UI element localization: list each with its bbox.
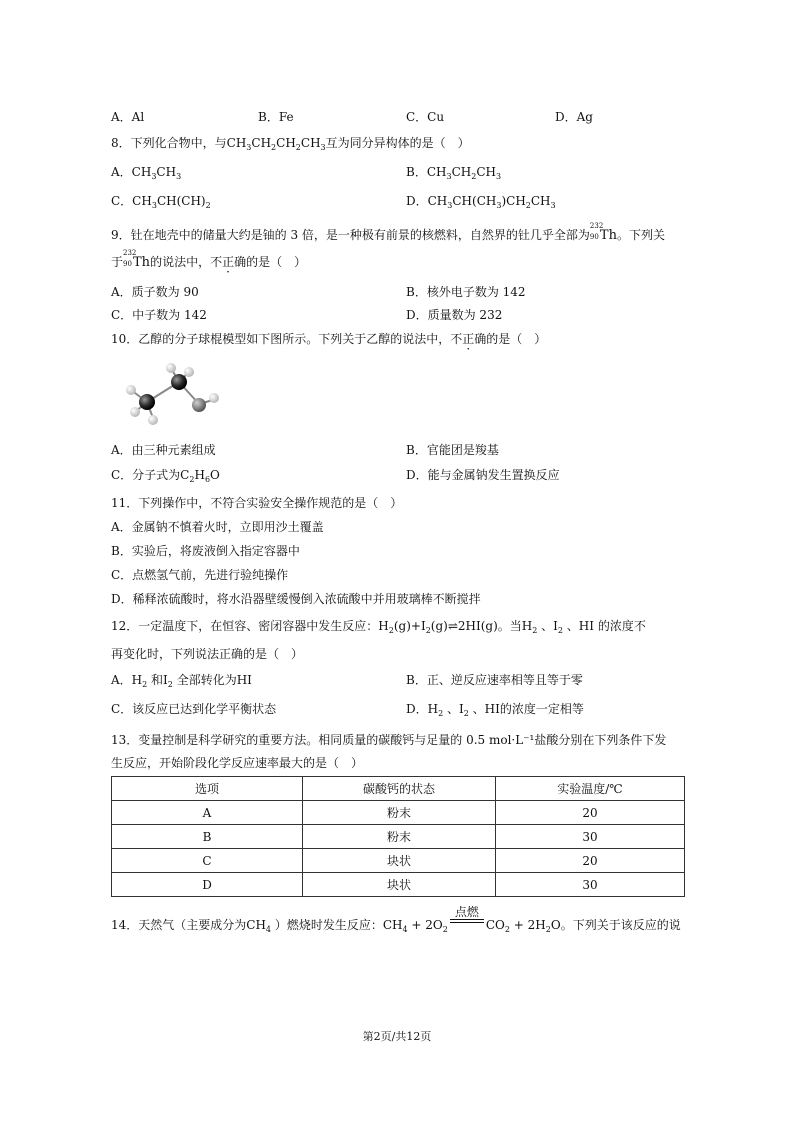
q9-option-c: C．中子数为 142 bbox=[111, 308, 207, 322]
q10-stem-post: 的是（ ） bbox=[486, 332, 547, 346]
q9-stem2-pre: 于 bbox=[111, 255, 124, 269]
carbon-atom bbox=[139, 394, 155, 410]
q10-stem bbox=[111, 330, 546, 347]
reaction-condition bbox=[448, 905, 486, 929]
q14-stem-pre: 14．天然气（主要成分为$CH_4$ ）燃烧时发生反应： bbox=[111, 918, 383, 934]
q9-option-d: D．质量数为 232 bbox=[406, 308, 503, 322]
q9-option-b: B．核外电子数为 142 bbox=[406, 285, 526, 299]
table-cell: 30 bbox=[496, 825, 685, 849]
q8-option-a: A．$CH_3CH_3$ bbox=[111, 165, 182, 181]
q13-stem-line2: 生反应，开始阶段化学反应速率最大的是（ ） bbox=[111, 756, 364, 770]
q9-stem1-post: 。下列关 bbox=[616, 228, 665, 242]
q8-stem bbox=[111, 134, 470, 151]
q9-mass-number: 232 bbox=[589, 222, 604, 230]
table-cell: 20 bbox=[496, 801, 685, 825]
q9-stem-line2 bbox=[111, 249, 307, 270]
table-header-row bbox=[112, 777, 685, 801]
carbon-atom bbox=[171, 374, 187, 390]
hydrogen-atom bbox=[166, 363, 176, 373]
q9-stem-line1 bbox=[111, 222, 665, 243]
q10-option-a: A．由三种元素组成 bbox=[111, 443, 216, 457]
q11-option-a: A．金属钠不慎着火时，立即用沙土覆盖 bbox=[111, 520, 324, 534]
q8-option-d: D．$CH_3CH(CH_3)CH_2CH_3$ bbox=[406, 194, 556, 210]
q13-table bbox=[111, 776, 685, 897]
hydrogen-atom bbox=[209, 393, 219, 403]
q10-stem-pre: 10．乙醇的分子球棍模型如下图所示。下列关于乙醇的说法中， bbox=[111, 332, 451, 346]
q9-stem1-pre: 9．钍在地壳中的储量大约是铀的 3 倍，是一种极有前景的核燃料，自然界的钍几乎全部为 bbox=[111, 228, 590, 242]
q14-stem bbox=[111, 905, 681, 934]
q9-atomic-number: 90 bbox=[589, 233, 599, 241]
q9-stem2-mid: 的说法中， bbox=[150, 255, 211, 269]
q8-option-c: C．$CH_3CH(CH)_2$ bbox=[111, 194, 211, 210]
oxygen-atom bbox=[192, 398, 206, 412]
q14-stem-post: 。下列关于该反应的说 bbox=[560, 918, 681, 932]
q12-stem-line1 bbox=[111, 617, 646, 634]
table-row bbox=[112, 801, 685, 825]
q12-option-b: B．正、逆反应速率相等且等于零 bbox=[406, 673, 583, 687]
table-header-cell: 实验温度/℃ bbox=[496, 777, 685, 801]
table-cell: C bbox=[112, 849, 303, 873]
q11-stem: 11．下列操作中，不符合实验安全操作规范的是（ ） bbox=[111, 496, 403, 510]
q7-option-b: B．Fe bbox=[258, 110, 294, 124]
table-cell: A bbox=[112, 801, 303, 825]
table-cell: 20 bbox=[496, 849, 685, 873]
q8-stem-formula: $CH_3CH_2CH_2CH_3$ bbox=[226, 136, 326, 152]
q10-option-c: C．分子式为$C_2H_6O$ bbox=[111, 468, 220, 484]
q10-option-d: D．能与金属钠发生置换反应 bbox=[406, 468, 560, 482]
q7-option-d: D．Ag bbox=[555, 110, 593, 124]
q12-option-d: D．$H_2$ 、$I_2$ 、HI的浓度一定相等 bbox=[406, 702, 584, 718]
table-cell: 粉末 bbox=[303, 801, 496, 825]
q12-stem-line2: 再变化时，下列说法正确的是（ ） bbox=[111, 647, 304, 661]
hydrogen-atom bbox=[126, 385, 136, 395]
table-cell: 30 bbox=[496, 873, 685, 897]
q9-symbol: Th bbox=[599, 228, 617, 243]
q12-equation: $H_2(g)+I_2(g)\rightleftharpoons 2HI(g)$ bbox=[378, 619, 498, 635]
q8-stem-pre: 8．下列化合物中，与 bbox=[111, 136, 227, 150]
hydrogen-atom bbox=[148, 415, 158, 425]
q8-option-b: B．$CH_3CH_2CH_3$ bbox=[406, 165, 502, 181]
reaction-condition-label: 点燃 bbox=[454, 905, 479, 919]
q10-option-b: B．官能团是羧基 bbox=[406, 443, 499, 457]
q8-stem-post: 互为同分异构体的是（ ） bbox=[325, 136, 470, 150]
q9-option-a: A．质子数为 90 bbox=[111, 285, 199, 299]
table-cell: 粉末 bbox=[303, 825, 496, 849]
q9-symbol-2: Th bbox=[133, 255, 151, 270]
q9-nuclide-1 bbox=[589, 222, 604, 241]
q9-nuclide-2: 232 90 bbox=[123, 249, 137, 268]
q12-option-a: A．$H_2$ 和$I_2$ 全部转化为HI bbox=[111, 673, 252, 689]
table-cell: D bbox=[112, 873, 303, 897]
q9-emphasis: 不正确 bbox=[210, 255, 247, 269]
q9-stem2-post: 的是（ ） bbox=[246, 255, 307, 269]
q10-emphasis: 不正确 bbox=[450, 332, 487, 346]
q13-stem-line1: 13．变量控制是科学研究的重要方法。相同质量的碳酸钙与足量的 0.5 mol·L⁻¹盐酸分别在下列条件下发 bbox=[111, 733, 667, 747]
table-row bbox=[112, 825, 685, 849]
q12-option-c: C．该反应已达到化学平衡状态 bbox=[111, 702, 277, 716]
q12-stem1-pre: 12．一定温度下，在恒容、密闭容器中发生反应： bbox=[111, 619, 379, 633]
q11-option-d: D．稀释浓硫酸时，将水沿器壁缓慢倒入浓硫酸中并用玻璃棒不断搅拌 bbox=[111, 592, 481, 606]
q12-stem1-post: 。当$H_2$ 、$I_2$ 、HI 的浓度不 bbox=[497, 619, 646, 635]
table-header-cell: 碳酸钙的状态 bbox=[303, 777, 496, 801]
hydrogen-atom bbox=[184, 367, 194, 377]
table-row bbox=[112, 873, 685, 897]
page-footer: 第2页/共12页 bbox=[362, 1030, 432, 1043]
table-cell: 块状 bbox=[303, 849, 496, 873]
ethanol-ball-stick-model bbox=[113, 354, 231, 432]
q11-option-b: B．实验后，将废液倒入指定容器中 bbox=[111, 544, 300, 558]
hydrogen-atom bbox=[130, 407, 140, 417]
q7-option-a: A．Al bbox=[111, 110, 145, 124]
table-cell: B bbox=[112, 825, 303, 849]
q11-option-c: C．点燃氢气前，先进行验纯操作 bbox=[111, 568, 289, 582]
q7-option-c: C．Cu bbox=[406, 110, 445, 124]
table-cell: 块状 bbox=[303, 873, 496, 897]
table-row bbox=[112, 849, 685, 873]
table-header-cell: 选项 bbox=[112, 777, 303, 801]
q14-equation: $CH_4 + 2O_2$ 点燃 $CO_2 + 2H_2O$ bbox=[382, 905, 561, 934]
